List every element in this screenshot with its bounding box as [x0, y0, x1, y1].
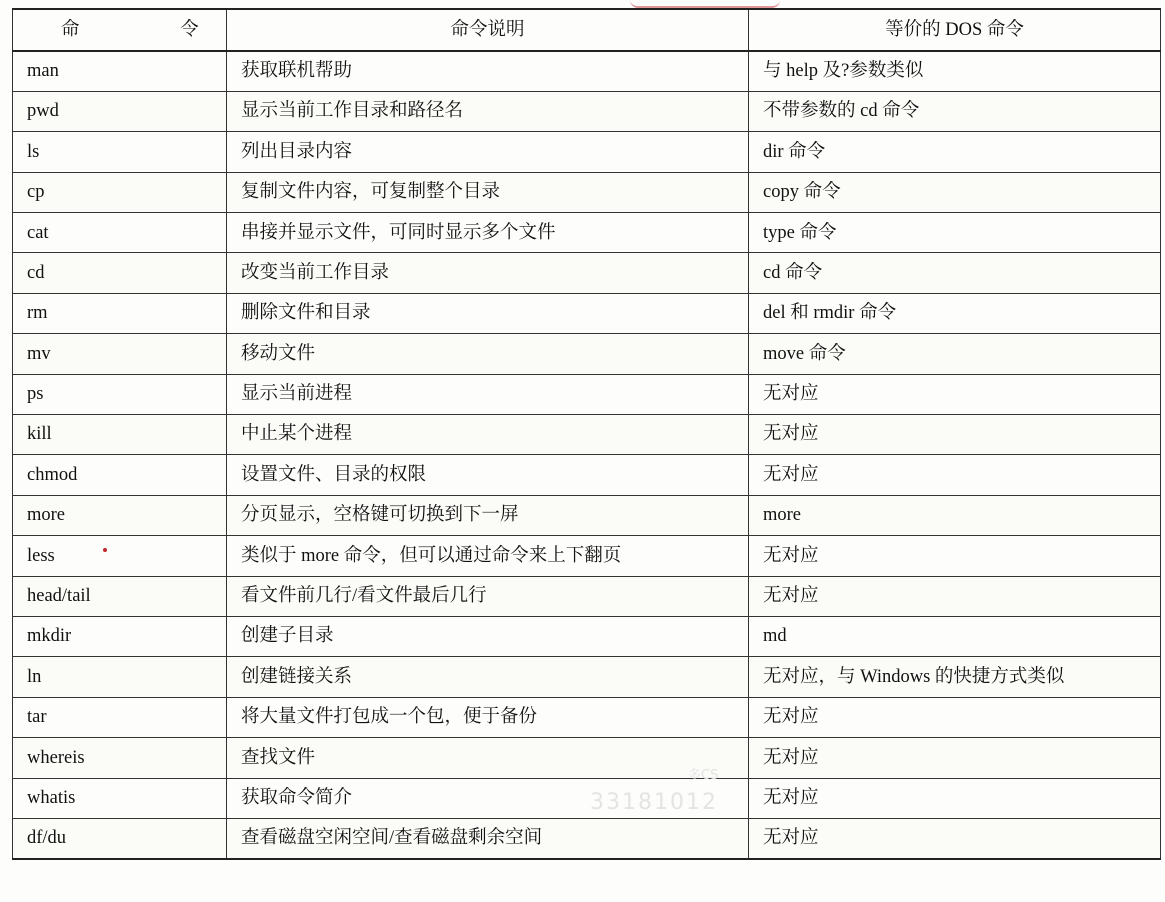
- cell-dos-equivalent: 不带参数的 cd 命令: [749, 91, 1161, 131]
- cell-description: 获取命令简介: [227, 778, 749, 818]
- cell-command: cp: [13, 172, 227, 212]
- table-row: [13, 697, 1161, 737]
- cell-description: 复制文件内容，可复制整个目录: [227, 172, 749, 212]
- table-row: [13, 657, 1161, 697]
- cell-command: ps: [13, 374, 227, 414]
- header-description: 命令说明: [227, 9, 749, 51]
- table-row: [13, 91, 1161, 131]
- top-red-mark: [630, 0, 780, 8]
- cell-command: mv: [13, 334, 227, 374]
- table-row: [13, 495, 1161, 535]
- cell-description: 创建子目录: [227, 616, 749, 656]
- cell-dos-equivalent: 无对应: [749, 415, 1161, 455]
- cell-command: ls: [13, 132, 227, 172]
- cell-command: mkdir: [13, 616, 227, 656]
- table-row: [13, 616, 1161, 656]
- cell-dos-equivalent: 无对应: [749, 374, 1161, 414]
- cell-command: tar: [13, 697, 227, 737]
- cell-command: ln: [13, 657, 227, 697]
- header-command: 命 令: [13, 9, 227, 51]
- table-row: [13, 213, 1161, 253]
- cell-description: 查看磁盘空闲空间/查看磁盘剩余空间: [227, 818, 749, 858]
- cell-command: pwd: [13, 91, 227, 131]
- cell-description: 删除文件和目录: [227, 293, 749, 333]
- cell-description: 分页显示，空格键可切换到下一屏: [227, 495, 749, 535]
- watermark-number: 33181012: [590, 790, 718, 815]
- cell-description: 中止某个进程: [227, 415, 749, 455]
- cell-description: 改变当前工作目录: [227, 253, 749, 293]
- cell-dos-equivalent: 无对应: [749, 536, 1161, 576]
- table-row: [13, 374, 1161, 414]
- cell-command: head/tail: [13, 576, 227, 616]
- cell-command: whereis: [13, 738, 227, 778]
- cell-dos-equivalent: type 命令: [749, 213, 1161, 253]
- cell-description: 创建链接关系: [227, 657, 749, 697]
- table-row: [13, 132, 1161, 172]
- cell-command: cat: [13, 213, 227, 253]
- cell-description: 看文件前几行/看文件最后几行: [227, 576, 749, 616]
- table-row: [13, 818, 1161, 858]
- cell-dos-equivalent: 无对应: [749, 778, 1161, 818]
- watermark-top: 多CS: [688, 768, 719, 783]
- cell-dos-equivalent: 无对应，与 Windows 的快捷方式类似: [749, 657, 1161, 697]
- cell-description: 设置文件、目录的权限: [227, 455, 749, 495]
- cell-description: 查找文件: [227, 738, 749, 778]
- table-row: [13, 293, 1161, 333]
- table-row: [13, 172, 1161, 212]
- cell-dos-equivalent: 无对应: [749, 576, 1161, 616]
- cell-dos-equivalent: dir 命令: [749, 132, 1161, 172]
- cell-command: kill: [13, 415, 227, 455]
- header-dos-equivalent: 等价的 DOS 命令: [749, 9, 1161, 51]
- header-row: [13, 9, 1161, 51]
- cell-command: chmod: [13, 455, 227, 495]
- cell-dos-equivalent: 与 help 及?参数类似: [749, 51, 1161, 91]
- cell-description: 显示当前进程: [227, 374, 749, 414]
- cell-description: 将大量文件打包成一个包，便于备份: [227, 697, 749, 737]
- cell-dos-equivalent: more: [749, 495, 1161, 535]
- cell-description: 显示当前工作目录和路径名: [227, 91, 749, 131]
- table-row: [13, 536, 1161, 576]
- cell-description: 列出目录内容: [227, 132, 749, 172]
- table-row: [13, 455, 1161, 495]
- cell-description: 获取联机帮助: [227, 51, 749, 91]
- cell-dos-equivalent: copy 命令: [749, 172, 1161, 212]
- table-row: [13, 253, 1161, 293]
- cell-dos-equivalent: 无对应: [749, 697, 1161, 737]
- table-row: [13, 576, 1161, 616]
- cell-command: less: [13, 536, 227, 576]
- command-table: [12, 8, 1161, 860]
- cell-dos-equivalent: 无对应: [749, 738, 1161, 778]
- cell-command: cd: [13, 253, 227, 293]
- table-row: [13, 738, 1161, 778]
- table-row: [13, 778, 1161, 818]
- cell-dos-equivalent: del 和 rmdir 命令: [749, 293, 1161, 333]
- cell-command: man: [13, 51, 227, 91]
- cell-command: rm: [13, 293, 227, 333]
- cell-description: 移动文件: [227, 334, 749, 374]
- cell-description: 串接并显示文件，可同时显示多个文件: [227, 213, 749, 253]
- cell-description: 类似于 more 命令，但可以通过命令来上下翻页: [227, 536, 749, 576]
- cell-dos-equivalent: 无对应: [749, 455, 1161, 495]
- cell-dos-equivalent: 无对应: [749, 818, 1161, 858]
- cell-dos-equivalent: move 命令: [749, 334, 1161, 374]
- table-row: [13, 51, 1161, 91]
- cell-command: whatis: [13, 778, 227, 818]
- cell-dos-equivalent: md: [749, 616, 1161, 656]
- cell-command: more: [13, 495, 227, 535]
- table-row: [13, 334, 1161, 374]
- table-row: [13, 415, 1161, 455]
- cell-command: df/du: [13, 818, 227, 858]
- red-dot-mark: [103, 548, 107, 552]
- cell-dos-equivalent: cd 命令: [749, 253, 1161, 293]
